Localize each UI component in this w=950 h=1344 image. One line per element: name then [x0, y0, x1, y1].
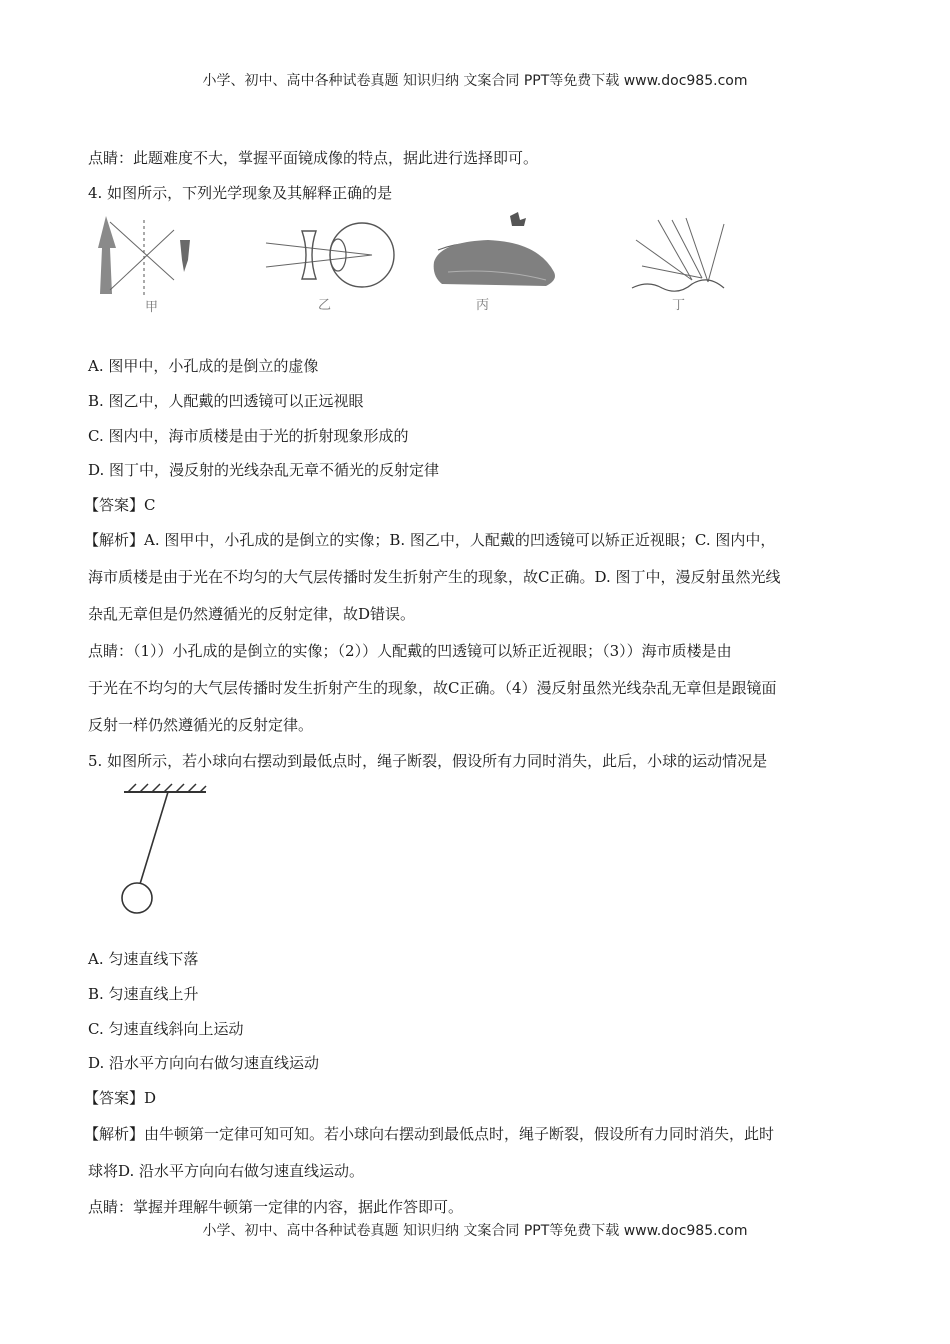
fig-label-bing: 丙 — [476, 298, 490, 313]
q5-tip: 点睛：掌握并理解牛顿第一定律的内容，据此作答即可。 — [88, 1198, 464, 1216]
ray-line — [266, 255, 372, 267]
q4-option-c: C. 图内中，海市质楼是由于光的折射现象形成的 — [88, 427, 409, 445]
page-header: 小学、初中、高中各种试卷真题 知识归纳 文案合同 PPT等免费下载 www.doc985.com — [202, 73, 748, 89]
q5-option-b: B. 匀速直线上升 — [88, 985, 199, 1003]
figure-bing — [428, 210, 578, 300]
inverted-image-shape — [180, 240, 190, 272]
q4-analysis-line: 海市质楼是由于光在不均匀的大气层传播时发生折射产生的现象，故C正确。D. 图丁中，漫反射虽然光线 — [88, 568, 781, 586]
q4-tip-line: 反射一样仍然遵循光的反射定律。 — [88, 716, 314, 734]
fig-label-jia: 甲 — [145, 300, 159, 315]
fig-label-yi: 乙 — [318, 298, 332, 313]
rough-surface — [632, 280, 724, 291]
q5-option-d: D. 沿水平方向向右做匀速直线运动 — [88, 1054, 320, 1072]
page-footer: 小学、初中、高中各种试卷真题 知识归纳 文案合同 PPT等免费下载 www.doc985.com — [202, 1223, 748, 1239]
candle-flame-shape — [98, 216, 116, 294]
q4-option-b: B. 图乙中，人配戴的凹透镜可以正远视眼 — [88, 392, 364, 410]
q5-option-c: C. 匀速直线斜向上运动 — [88, 1020, 244, 1038]
rope-line — [140, 792, 168, 884]
q5-answer: 【答案】D — [84, 1089, 157, 1107]
q4-tip-line: 点睛：（1））小孔成的是倒立的实像；（2））人配戴的凹透镜可以矫正近视眼；（3））海市质楼是由 — [88, 642, 732, 660]
ray-line — [708, 224, 724, 282]
fig-label-ding: 丁 — [672, 298, 686, 313]
q5-analysis-line: 球将D. 沿水平方向向右做匀速直线运动。 — [88, 1162, 365, 1180]
concave-lens — [302, 231, 316, 279]
ray-line — [642, 266, 702, 278]
figure-jia — [92, 210, 202, 305]
q4-answer: 【答案】C — [84, 496, 156, 514]
figure-pendulum — [118, 780, 218, 920]
q5-analysis-line: 【解析】由牛顿第一定律可知可知。若小球向右摆动到最低点时，绳子断裂，假设所有力同时消失，此时 — [84, 1125, 775, 1143]
q4-analysis-line: 【解析】A. 图甲中，小孔成的是倒立的实像；B. 图乙中，人配戴的凹透镜可以矫正近视眼；C. 图内中， — [84, 531, 776, 549]
ray-line — [110, 230, 174, 290]
ceiling-hatch — [128, 784, 206, 792]
q3-tip: 点睛：此题难度不大，掌握平面镜成像的特点，据此进行选择即可。 — [88, 149, 539, 167]
q4-tip-line: 于光在不均匀的大气层传播时发生折射产生的现象，故C正确。（4）漫反射虽然光线杂乱无章但是跟镜面 — [88, 679, 777, 697]
q4-option-a: A. 图甲中，小孔成的是倒立的虚像 — [88, 357, 319, 375]
ray-line — [658, 220, 692, 280]
ray-line — [110, 222, 174, 280]
ray-line — [266, 243, 372, 255]
q4-option-d: D. 图丁中，漫反射的光线杂乱无章不循光的反射定律 — [88, 461, 440, 479]
eyeball — [330, 223, 394, 287]
q4-analysis-line: 杂乱无章但是仍然遵循光的反射定律，故D错误。 — [88, 605, 416, 623]
q5-stem: 5. 如图所示，若小球向右摆动到最低点时，绳子断裂，假设所有力同时消失，此后，小球的运动情况是 — [88, 752, 768, 770]
eye-lens — [330, 239, 346, 271]
figure-ding — [628, 210, 728, 302]
q5-option-a: A. 匀速直线下落 — [88, 950, 199, 968]
ray-line — [686, 218, 708, 282]
sea-shape — [434, 240, 555, 286]
q4-stem: 4. 如图所示，下列光学现象及其解释正确的是 — [88, 184, 393, 202]
figure-yi — [262, 215, 412, 295]
ball-circle — [122, 883, 152, 913]
ship-image-shape — [510, 212, 526, 226]
